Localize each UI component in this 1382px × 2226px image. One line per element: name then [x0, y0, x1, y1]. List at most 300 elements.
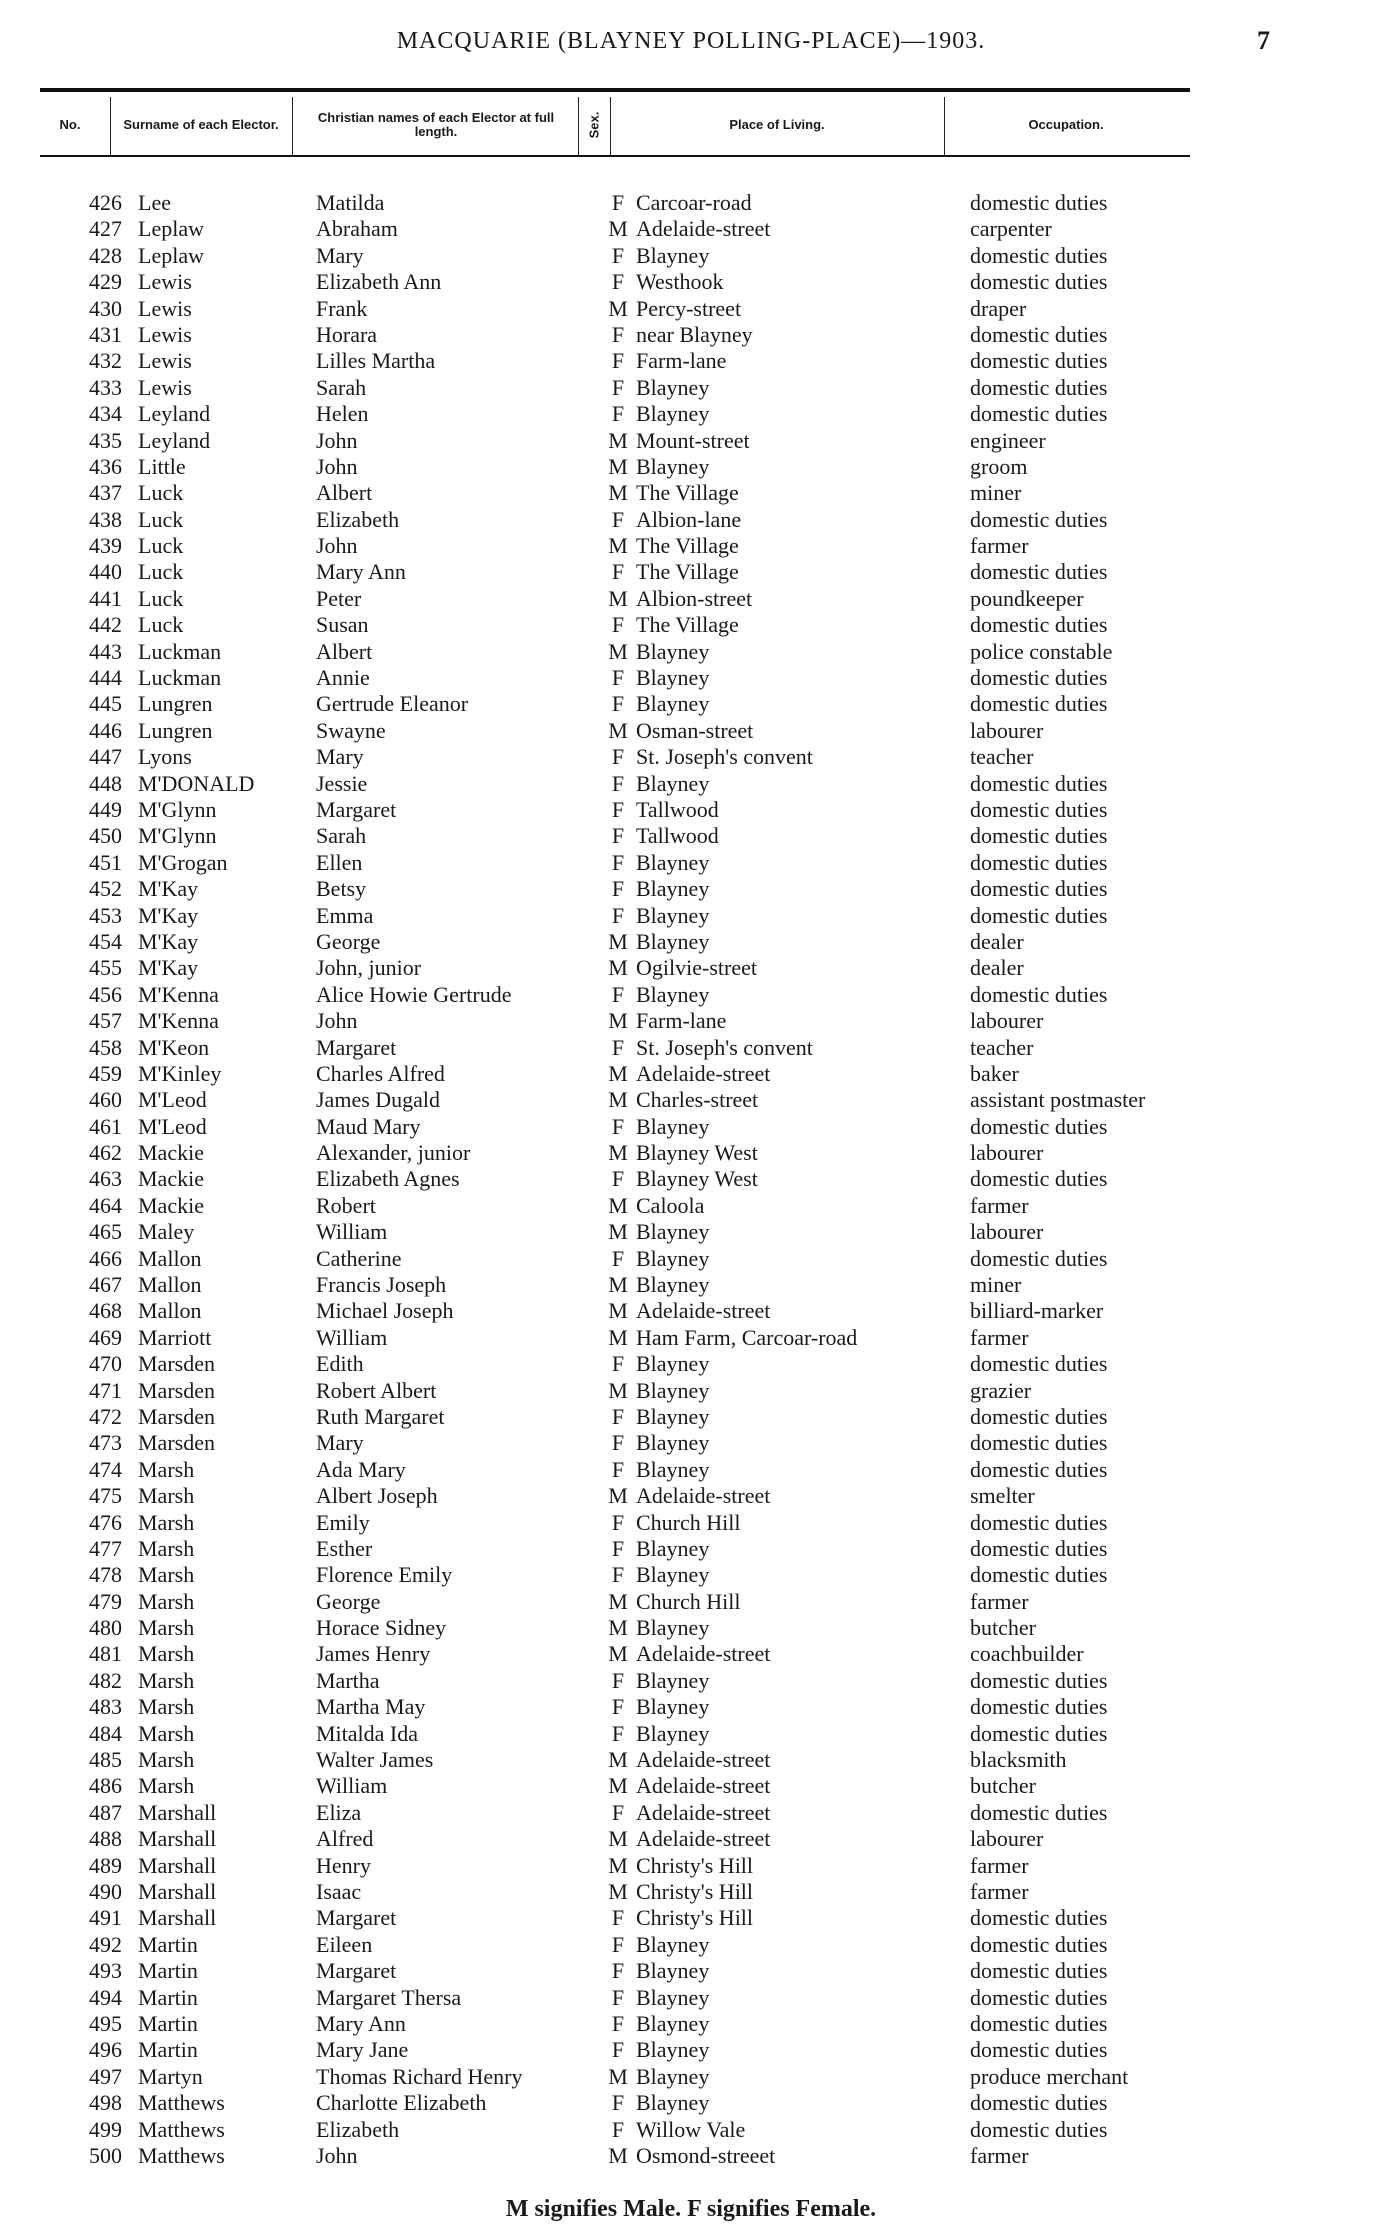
elector-christian-names: Martha	[316, 1667, 380, 1693]
elector-occupation: farmer	[970, 1324, 1029, 1350]
elector-occupation: labourer	[970, 1219, 1044, 1245]
elector-surname: Luck	[138, 585, 184, 611]
elector-surname: Mackie	[138, 1166, 204, 1192]
elector-christian-names: James Dugald	[316, 1087, 441, 1113]
table-row	[0, 1510, 1382, 1536]
elector-number: 441	[89, 585, 122, 611]
elector-christian-names: Sarah	[316, 374, 367, 400]
elector-place-of-living: Westhook	[636, 269, 724, 295]
table-row	[0, 665, 1382, 691]
elector-christian-names: George	[316, 928, 381, 954]
elector-place-of-living: Blayney	[636, 1377, 710, 1403]
elector-place-of-living: Christy's Hill	[636, 1905, 754, 1931]
elector-christian-names: Alexander, junior	[316, 1140, 471, 1166]
header-rule-top	[40, 88, 1190, 92]
elector-sex: F	[611, 1720, 625, 1746]
elector-place-of-living: Ogilvie-street	[636, 955, 757, 981]
elector-occupation: domestic duties	[970, 2037, 1108, 2063]
elector-christian-names: Walter James	[316, 1747, 434, 1773]
elector-place-of-living: Blayney	[636, 1958, 710, 1984]
elector-sex: M	[608, 1272, 628, 1298]
elector-sex: F	[611, 190, 625, 215]
elector-sex: F	[611, 242, 625, 268]
elector-occupation: domestic duties	[970, 1667, 1108, 1693]
elector-christian-names: Mary Ann	[316, 2010, 406, 2036]
elector-surname: Mallon	[138, 1245, 202, 1271]
elector-christian-names: Ruth Margaret	[316, 1403, 445, 1429]
table-row	[0, 296, 1382, 322]
elector-christian-names: Margaret	[316, 1958, 397, 1984]
column-divider	[110, 97, 111, 155]
elector-christian-names: John	[316, 533, 358, 559]
elector-number: 483	[89, 1694, 122, 1720]
elector-sex: F	[611, 902, 625, 928]
elector-place-of-living: Blayney	[636, 1535, 710, 1561]
elector-sex: F	[611, 1113, 625, 1139]
column-divider	[610, 97, 611, 155]
elector-surname: Martin	[138, 1931, 198, 1957]
elector-number: 463	[89, 1166, 122, 1192]
elector-christian-names: Eileen	[316, 1931, 373, 1957]
elector-sex: F	[611, 1403, 625, 1429]
elector-place-of-living: Blayney	[636, 928, 710, 954]
elector-place-of-living: The Village	[636, 480, 739, 506]
elector-sex: M	[608, 717, 628, 743]
elector-surname: Mackie	[138, 1140, 204, 1166]
page-title: MACQUARIE (BLAYNEY POLLING-PLACE)—1903.	[396, 28, 986, 54]
elector-sex: M	[608, 1879, 628, 1904]
elector-place-of-living: Blayney	[636, 2037, 710, 2063]
elector-number: 435	[89, 427, 122, 453]
elector-surname: M'Leod	[138, 1113, 207, 1139]
elector-surname: Luck	[138, 559, 184, 585]
table-row	[0, 771, 1382, 797]
elector-number: 468	[89, 1298, 122, 1324]
elector-occupation: domestic duties	[970, 2116, 1108, 2142]
elector-sex: F	[611, 1799, 625, 1825]
elector-place-of-living: Adelaide-street	[636, 1060, 771, 1086]
table-row	[0, 1378, 1382, 1404]
table-row	[0, 2090, 1382, 2116]
elector-occupation: domestic duties	[970, 374, 1108, 400]
elector-christian-names: Elizabeth Ann	[316, 269, 442, 295]
elector-number: 474	[89, 1456, 122, 1482]
elector-christian-names: Margaret	[316, 1905, 397, 1931]
elector-occupation: domestic duties	[970, 691, 1108, 717]
column-header-place: Place of Living.	[729, 117, 825, 132]
table-row	[0, 269, 1382, 295]
elector-number: 458	[89, 1034, 122, 1060]
table-row	[0, 322, 1382, 348]
elector-christian-names: Martha May	[316, 1694, 426, 1720]
elector-sex: M	[608, 216, 628, 242]
table-row	[0, 612, 1382, 638]
elector-occupation: farmer	[970, 533, 1029, 559]
elector-place-of-living: St. Joseph's convent	[636, 744, 813, 770]
elector-place-of-living: Adelaide-street	[636, 1773, 771, 1799]
table-row	[0, 744, 1382, 770]
elector-christian-names: Margaret Thersa	[316, 1984, 462, 2010]
elector-christian-names: Susan	[316, 612, 369, 638]
elector-number: 442	[89, 612, 122, 638]
elector-place-of-living: Charles-street	[636, 1087, 759, 1113]
elector-sex: F	[611, 823, 625, 849]
elector-christian-names: Mary Jane	[316, 2037, 409, 2063]
elector-place-of-living: Blayney	[636, 1931, 710, 1957]
elector-occupation: dealer	[970, 928, 1024, 954]
elector-number: 489	[89, 1852, 122, 1878]
elector-occupation: assistant postmaster	[970, 1087, 1146, 1113]
elector-number: 453	[89, 902, 122, 928]
elector-sex: F	[611, 401, 625, 427]
elector-number: 429	[89, 269, 122, 295]
elector-surname: Luckman	[138, 665, 222, 691]
elector-occupation: engineer	[970, 427, 1046, 453]
elector-occupation: domestic duties	[970, 401, 1108, 427]
elector-occupation: domestic duties	[970, 1245, 1108, 1271]
table-row	[0, 1404, 1382, 1430]
elector-occupation: groom	[970, 453, 1028, 479]
elector-surname: Matthews	[138, 2142, 225, 2168]
elector-number: 460	[89, 1087, 122, 1113]
table-row	[0, 1114, 1382, 1140]
elector-number: 500	[89, 2142, 122, 2168]
table-row	[0, 2143, 1382, 2169]
elector-place-of-living: The Village	[636, 533, 739, 559]
elector-sex: F	[611, 1430, 625, 1456]
table-row	[0, 1430, 1382, 1456]
elector-sex: F	[611, 796, 625, 822]
elector-christian-names: Emily	[316, 1509, 370, 1535]
elector-christian-names: Isaac	[316, 1879, 362, 1904]
elector-place-of-living: Blayney	[636, 453, 710, 479]
elector-christian-names: John	[316, 1008, 358, 1034]
elector-number: 449	[89, 796, 122, 822]
elector-sex: F	[611, 321, 625, 347]
elector-place-of-living: Blayney West	[636, 1140, 758, 1166]
elector-surname: Marsh	[138, 1773, 195, 1799]
elector-number: 434	[89, 401, 122, 427]
elector-christian-names: Charlotte Elizabeth	[316, 2090, 487, 2116]
elector-number: 427	[89, 216, 122, 242]
elector-sex: M	[608, 1852, 628, 1878]
elector-christian-names: Margaret	[316, 796, 397, 822]
elector-number: 497	[89, 2063, 122, 2089]
elector-occupation: domestic duties	[970, 506, 1108, 532]
elector-occupation: domestic duties	[970, 981, 1108, 1007]
elector-sex: M	[608, 1008, 628, 1034]
elector-surname: Marsh	[138, 1535, 195, 1561]
elector-sex: F	[611, 981, 625, 1007]
table-row	[0, 401, 1382, 427]
elector-christian-names: Mitalda Ida	[316, 1720, 419, 1746]
elector-surname: Marsh	[138, 1720, 195, 1746]
elector-place-of-living: Blayney	[636, 1615, 710, 1641]
table-row	[0, 1668, 1382, 1694]
table-row	[0, 1800, 1382, 1826]
table-row	[0, 1641, 1382, 1667]
elector-occupation: domestic duties	[970, 1905, 1108, 1931]
elector-place-of-living: Adelaide-street	[636, 1641, 771, 1667]
elector-christian-names: Mary	[316, 744, 364, 770]
elector-place-of-living: Carcoar-road	[636, 190, 752, 215]
elector-occupation: farmer	[970, 1192, 1029, 1218]
elector-place-of-living: Farm-lane	[636, 1008, 727, 1034]
elector-place-of-living: Albion-street	[636, 585, 753, 611]
table-row	[0, 1905, 1382, 1931]
elector-sex: M	[608, 1087, 628, 1113]
elector-occupation: draper	[970, 295, 1027, 321]
elector-surname: Marsh	[138, 1588, 195, 1614]
elector-occupation: produce merchant	[970, 2063, 1129, 2089]
elector-occupation: domestic duties	[970, 1562, 1108, 1588]
elector-place-of-living: Blayney	[636, 1113, 710, 1139]
column-header-occupation: Occupation.	[1028, 117, 1104, 132]
elector-occupation: miner	[970, 1272, 1022, 1298]
elector-surname: Little	[138, 453, 186, 479]
table-row	[0, 1246, 1382, 1272]
elector-place-of-living: Adelaide-street	[636, 1799, 771, 1825]
elector-number: 430	[89, 295, 122, 321]
elector-occupation: domestic duties	[970, 1931, 1108, 1957]
elector-place-of-living: Blayney	[636, 1219, 710, 1245]
elector-christian-names: John	[316, 453, 358, 479]
table-row	[0, 216, 1382, 242]
elector-occupation: carpenter	[970, 216, 1052, 242]
elector-sex: M	[608, 638, 628, 664]
elector-sex: M	[608, 1483, 628, 1509]
elector-surname: Leplaw	[138, 242, 204, 268]
elector-christian-names: Esther	[316, 1535, 373, 1561]
elector-place-of-living: Blayney	[636, 401, 710, 427]
elector-sex: M	[608, 1060, 628, 1086]
elector-occupation: domestic duties	[970, 770, 1108, 796]
elector-sex: F	[611, 744, 625, 770]
elector-sex: F	[611, 1351, 625, 1377]
table-row	[0, 929, 1382, 955]
elector-surname: Lewis	[138, 295, 192, 321]
elector-surname: M'Keon	[138, 1034, 210, 1060]
elector-sex: F	[611, 506, 625, 532]
elector-place-of-living: Blayney	[636, 1430, 710, 1456]
elector-christian-names: William	[316, 1219, 388, 1245]
elector-christian-names: Frank	[316, 295, 368, 321]
table-row	[0, 1562, 1382, 1588]
table-row	[0, 823, 1382, 849]
elector-place-of-living: Blayney	[636, 374, 710, 400]
elector-occupation: baker	[970, 1060, 1019, 1086]
elector-surname: Luck	[138, 480, 184, 506]
table-row	[0, 1853, 1382, 1879]
elector-occupation: domestic duties	[970, 1166, 1108, 1192]
elector-christian-names: Edith	[316, 1351, 364, 1377]
table-row	[0, 1140, 1382, 1166]
table-row	[0, 1087, 1382, 1113]
elector-surname: M'Kay	[138, 902, 199, 928]
elector-number: 451	[89, 849, 122, 875]
elector-surname: Lyons	[138, 744, 192, 770]
elector-sex: M	[608, 1615, 628, 1641]
table-row	[0, 955, 1382, 981]
elector-occupation: police constable	[970, 638, 1113, 664]
elector-surname: Marsh	[138, 1456, 195, 1482]
table-row	[0, 586, 1382, 612]
elector-number: 433	[89, 374, 122, 400]
elector-surname: Marshall	[138, 1879, 217, 1904]
elector-occupation: domestic duties	[970, 348, 1108, 374]
table-row	[0, 480, 1382, 506]
elector-surname: Marsh	[138, 1641, 195, 1667]
elector-christian-names: John, junior	[316, 955, 422, 981]
table-row	[0, 691, 1382, 717]
elector-christian-names: Mary	[316, 242, 364, 268]
elector-place-of-living: Albion-lane	[636, 506, 742, 532]
elector-surname: Marshall	[138, 1905, 217, 1931]
elector-sex: F	[611, 1958, 625, 1984]
elector-occupation: domestic duties	[970, 1984, 1108, 2010]
elector-sex: M	[608, 427, 628, 453]
elector-surname: M'Kenna	[138, 981, 219, 1007]
elector-place-of-living: Adelaide-street	[636, 1747, 771, 1773]
elector-number: 496	[89, 2037, 122, 2063]
elector-number: 492	[89, 1931, 122, 1957]
elector-place-of-living: Blayney	[636, 981, 710, 1007]
elector-sex: F	[611, 269, 625, 295]
elector-occupation: grazier	[970, 1377, 1032, 1403]
elector-number: 443	[89, 638, 122, 664]
elector-christian-names: George	[316, 1588, 381, 1614]
elector-number: 485	[89, 1747, 122, 1773]
elector-place-of-living: Blayney	[636, 902, 710, 928]
table-row	[0, 850, 1382, 876]
elector-number: 467	[89, 1272, 122, 1298]
elector-number: 444	[89, 665, 122, 691]
elector-occupation: labourer	[970, 1140, 1044, 1166]
elector-number: 499	[89, 2116, 122, 2142]
elector-surname: Martin	[138, 1984, 198, 2010]
elector-christian-names: Florence Emily	[316, 1562, 453, 1588]
elector-surname: Luckman	[138, 638, 222, 664]
table-row	[0, 876, 1382, 902]
elector-occupation: domestic duties	[970, 269, 1108, 295]
elector-place-of-living: Blayney	[636, 1667, 710, 1693]
elector-surname: M'Glynn	[138, 796, 217, 822]
elector-sex: F	[611, 1905, 625, 1931]
elector-occupation: domestic duties	[970, 1535, 1108, 1561]
elector-place-of-living: Church Hill	[636, 1509, 741, 1535]
elector-sex: M	[608, 1747, 628, 1773]
elector-place-of-living: Blayney	[636, 1984, 710, 2010]
elector-occupation: poundkeeper	[970, 585, 1084, 611]
elector-surname: Mackie	[138, 1192, 204, 1218]
table-row	[0, 375, 1382, 401]
elector-sex: M	[608, 480, 628, 506]
elector-sex: M	[608, 1773, 628, 1799]
elector-christian-names: Horace Sidney	[316, 1615, 447, 1641]
elector-place-of-living: Blayney	[636, 770, 710, 796]
elector-surname: M'Kay	[138, 876, 199, 902]
elector-occupation: domestic duties	[970, 1958, 1108, 1984]
elector-surname: M'Kenna	[138, 1008, 219, 1034]
table-row	[0, 1219, 1382, 1245]
elector-place-of-living: Blayney	[636, 876, 710, 902]
column-header-sex	[580, 95, 608, 155]
elector-surname: Luck	[138, 506, 184, 532]
elector-place-of-living: Blayney	[636, 1403, 710, 1429]
elector-christian-names: John	[316, 2142, 358, 2168]
elector-surname: Marshall	[138, 1852, 217, 1878]
elector-surname: Luck	[138, 533, 184, 559]
elector-occupation: teacher	[970, 1034, 1034, 1060]
elector-christian-names: Catherine	[316, 1245, 402, 1271]
column-header-christian: Christian names of each Elector at full length.	[317, 110, 555, 139]
table-row	[0, 507, 1382, 533]
elector-surname: Lungren	[138, 717, 213, 743]
elector-sex: M	[608, 453, 628, 479]
table-row	[0, 903, 1382, 929]
elector-surname: Marsden	[138, 1377, 215, 1403]
elector-number: 464	[89, 1192, 122, 1218]
elector-sex: F	[611, 876, 625, 902]
elector-christian-names: Swayne	[316, 717, 386, 743]
elector-number: 432	[89, 348, 122, 374]
elector-number: 481	[89, 1641, 122, 1667]
column-divider	[578, 97, 579, 155]
elector-number: 459	[89, 1060, 122, 1086]
table-row	[0, 348, 1382, 374]
elector-christian-names: Robert	[316, 1192, 376, 1218]
elector-christian-names: Jessie	[316, 770, 368, 796]
table-row	[0, 982, 1382, 1008]
elector-surname: Marsh	[138, 1747, 195, 1773]
elector-number: 494	[89, 1984, 122, 2010]
elector-number: 448	[89, 770, 122, 796]
elector-sex: M	[608, 1219, 628, 1245]
elector-sex: F	[611, 1456, 625, 1482]
elector-number: 445	[89, 691, 122, 717]
elector-place-of-living: Caloola	[636, 1192, 705, 1218]
elector-christian-names: Albert Joseph	[316, 1483, 438, 1509]
elector-occupation: smelter	[970, 1483, 1035, 1509]
elector-occupation: domestic duties	[970, 1351, 1108, 1377]
elector-number: 495	[89, 2010, 122, 2036]
elector-number: 436	[89, 453, 122, 479]
elector-sex: F	[611, 348, 625, 374]
elector-number: 440	[89, 559, 122, 585]
elector-occupation: domestic duties	[970, 902, 1108, 928]
elector-place-of-living: Blayney	[636, 2063, 710, 2089]
elector-christian-names: Robert Albert	[316, 1377, 437, 1403]
elector-christian-names: Albert	[316, 480, 373, 506]
elector-occupation: domestic duties	[970, 190, 1108, 215]
elector-number: 486	[89, 1773, 122, 1799]
elector-occupation: labourer	[970, 1826, 1044, 1852]
table-row	[0, 1958, 1382, 1984]
elector-number: 470	[89, 1351, 122, 1377]
table-row	[0, 1721, 1382, 1747]
table-row	[0, 1457, 1382, 1483]
table-row	[0, 454, 1382, 480]
elector-occupation: farmer	[970, 1588, 1029, 1614]
elector-sex: F	[611, 1562, 625, 1588]
elector-surname: Lewis	[138, 348, 192, 374]
elector-sex: M	[608, 928, 628, 954]
elector-sex: F	[611, 374, 625, 400]
table-row	[0, 428, 1382, 454]
table-row	[0, 1985, 1382, 2011]
elector-christian-names: Thomas Richard Henry	[316, 2063, 523, 2089]
elector-surname: Martin	[138, 2037, 198, 2063]
